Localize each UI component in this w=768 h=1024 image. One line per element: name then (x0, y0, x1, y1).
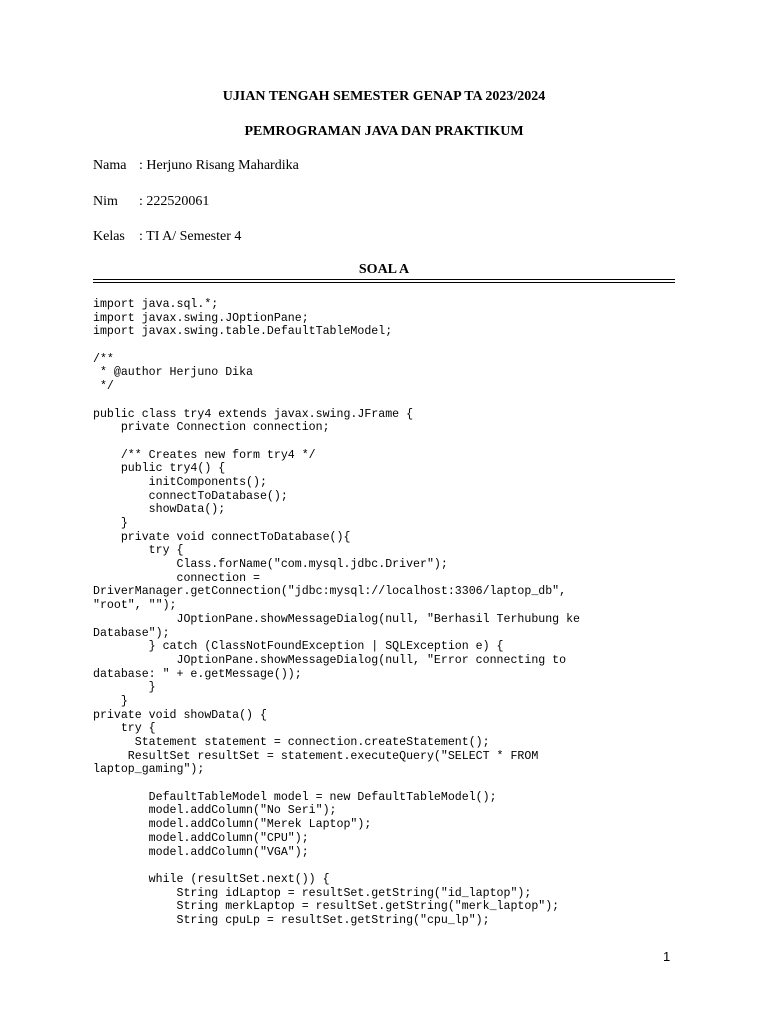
code-line: model.addColumn("CPU"); (93, 831, 309, 845)
page-number: 1 (663, 949, 671, 964)
code-line: public class try4 extends javax.swing.JFrame { (93, 407, 414, 421)
code-line: String cpuLp = resultSet.getString("cpu_lp"); (93, 913, 490, 927)
class-label: Kelas (93, 229, 125, 244)
code-line: database: " + e.getMessage()); (93, 667, 302, 681)
code-line (93, 394, 673, 408)
code-line (93, 859, 673, 873)
code-line: * @author Herjuno Dika (93, 366, 254, 380)
code-line: DriverManager.getConnection("jdbc:mysql://localhost:3306/laptop_db", (93, 585, 567, 599)
code-line: public try4() { (93, 462, 226, 476)
code-line: showData(); (93, 503, 226, 517)
section-title: SOAL A (358, 262, 410, 277)
code-line: } catch (ClassNotFoundException | SQLException e) { (93, 640, 504, 654)
code-line (93, 435, 673, 449)
code-line: try { (93, 544, 184, 558)
code-line: String idLaptop = resultSet.getString("id_laptop"); (93, 886, 532, 900)
name-label: Nama (93, 158, 127, 173)
code-line: JOptionPane.showMessageDialog(null, "Error connecting to (93, 653, 567, 667)
code-line: model.addColumn("Merek Laptop"); (93, 818, 372, 832)
student-name-row (93, 158, 299, 174)
code-line: } (93, 681, 156, 695)
code-line: JOptionPane.showMessageDialog(null, "Berhasil Terhubung ke (93, 612, 581, 626)
code-line: /** Creates new form try4 */ (93, 448, 316, 462)
code-line: connectToDatabase(); (93, 489, 288, 503)
code-line: try { (93, 722, 156, 736)
code-line: DefaultTableModel model = new DefaultTableModel(); (93, 790, 497, 804)
code-line: Class.forName("com.mysql.jdbc.Driver"); (93, 558, 448, 572)
nim-value: : 222520061 (139, 194, 210, 209)
code-line: private Connection connection; (93, 421, 330, 435)
code-line: Database"); (93, 626, 170, 640)
code-line: model.addColumn("VGA"); (93, 845, 309, 859)
code-line: import javax.swing.table.DefaultTableModel; (93, 325, 393, 339)
code-line (93, 777, 673, 791)
code-line: ResultSet resultSet = statement.executeQuery("SELECT * FROM (93, 749, 539, 763)
code-line: */ (93, 380, 114, 394)
code-line: connection = (93, 571, 260, 585)
code-line: "root", ""); (93, 599, 177, 613)
code-line: initComponents(); (93, 475, 267, 489)
code-line: } (93, 694, 128, 708)
section-divider-bottom (93, 282, 675, 283)
code-line: private void connectToDatabase(){ (93, 530, 351, 544)
code-line: import java.sql.*; (93, 298, 219, 311)
code-line: private void showData() { (93, 708, 267, 722)
code-line: laptop_gaming"); (93, 763, 205, 777)
code-line: import javax.swing.JOptionPane; (93, 311, 309, 325)
nim-label: Nim (93, 194, 118, 209)
name-value: : Herjuno Risang Mahardika (139, 158, 299, 173)
section-divider-top (93, 279, 675, 280)
code-block (93, 298, 673, 928)
student-class-row (93, 229, 241, 245)
code-line: String merkLaptop = resultSet.getString("merk_laptop"); (93, 900, 560, 914)
code-line (93, 339, 673, 353)
exam-title: UJIAN TENGAH SEMESTER GENAP TA 2023/2024 (222, 89, 546, 104)
code-line: model.addColumn("No Seri"); (93, 804, 337, 818)
code-line: } (93, 517, 128, 530)
code-line: Statement statement = connection.createStatement(); (93, 736, 490, 749)
course-title: PEMROGRAMAN JAVA DAN PRAKTIKUM (244, 124, 524, 139)
class-value: : TI A/ Semester 4 (139, 229, 242, 244)
student-id-row (93, 194, 209, 210)
code-line: while (resultSet.next()) { (93, 872, 330, 886)
code-line: /** (93, 352, 114, 366)
